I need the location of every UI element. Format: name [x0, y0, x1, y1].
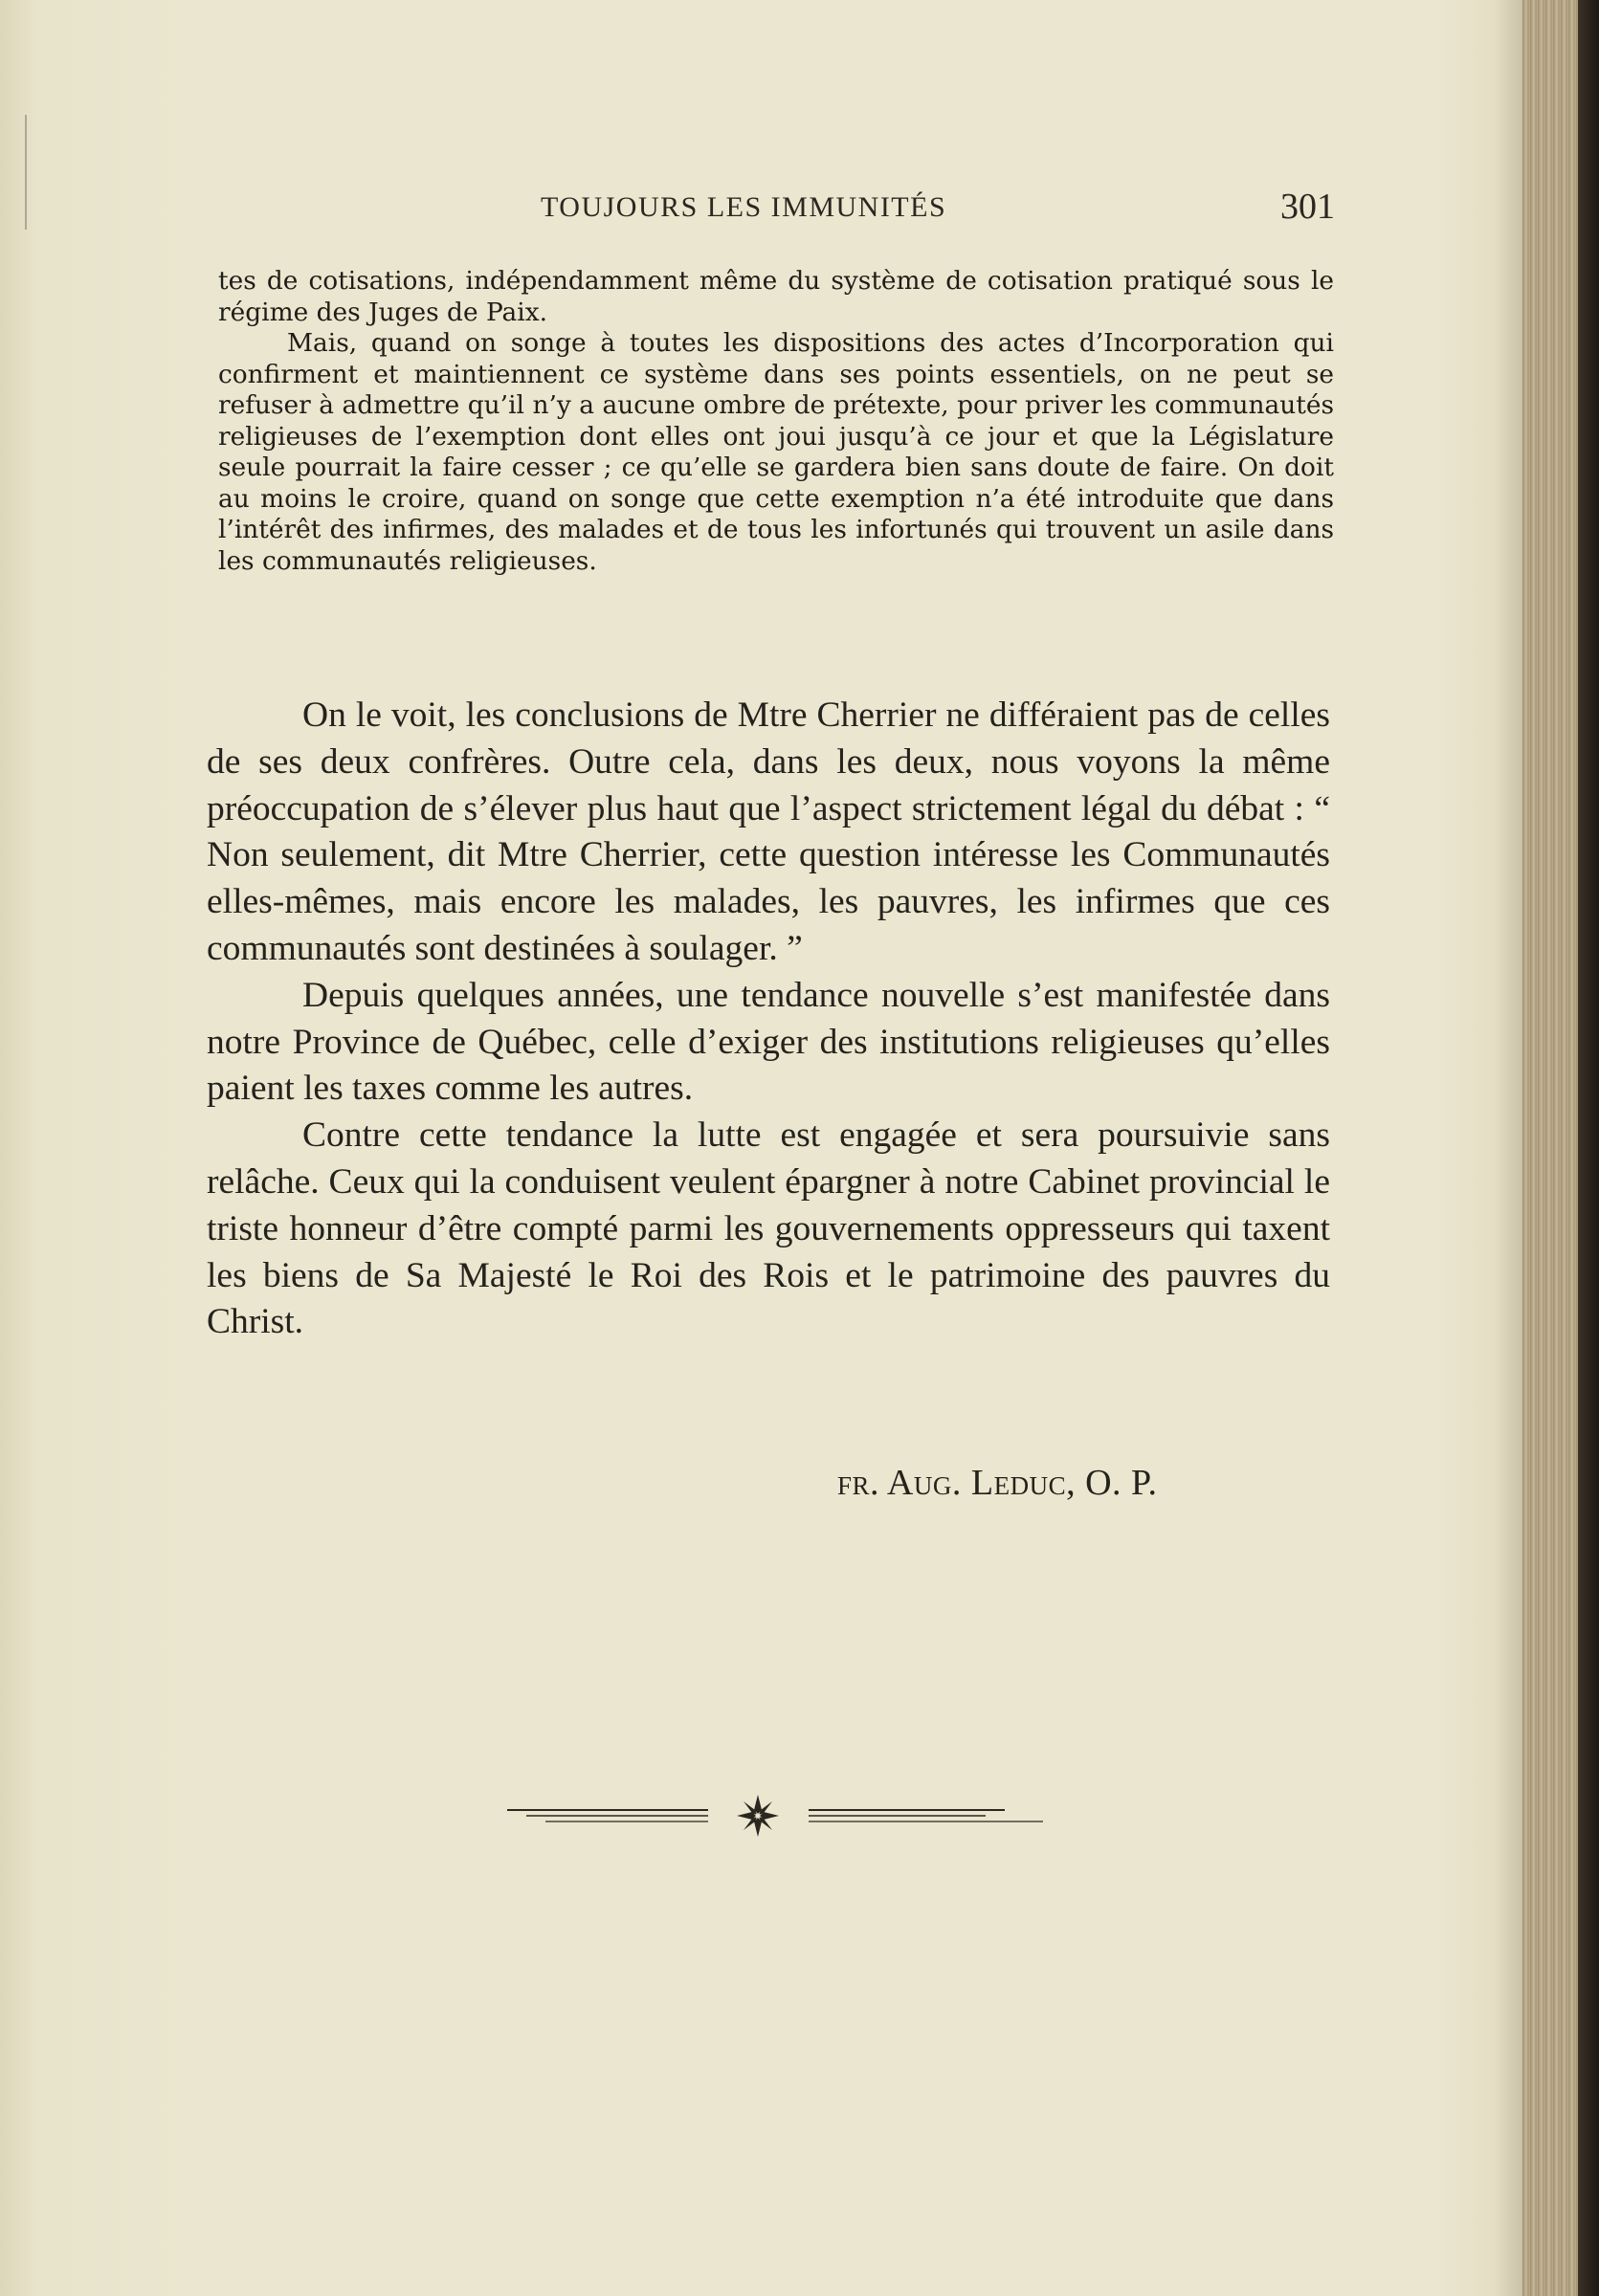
ornament-right-rules — [809, 1810, 1043, 1821]
running-head — [541, 186, 1335, 233]
page-number: 301 — [1280, 187, 1335, 227]
quote-paragraph: tes de cotisations, indépendamment même du système de cotisation pratiqué sous le régime des Juges de Paix. — [218, 266, 1334, 327]
quoted-passage — [218, 266, 1334, 577]
body-paragraph: Contre cette tendance la lutte est engagée et sera poursuivie sans relâche. Ceux qui la conduisent veulent épargner à notre Cabinet provincial le triste honneur d’être compté parmi les gouvernements oppresseurs qui taxent les biens de Sa Majesté le Roi des Rois et le patrimoine des pauvres du Christ. — [207, 1115, 1330, 1342]
page-edge-shadow — [1494, 0, 1522, 2296]
book-page-edges — [1522, 0, 1599, 2296]
body-paragraph: On le voit, les conclusions de Mtre Cherrier ne différaient pas de celles de ses deux confrères. Outre cela, dans les deux, nous voyons la même préoccupation de s’élever plus haut que l’aspect strictement légal du débat : “ Non seulement, dit Mtre Cherrier, cette question intéresse les Communautés elles-mêmes, mais encore les malades, les pauvres, les infirmes que ces communautés sont destinées à soulager. ” — [207, 695, 1330, 968]
body-text — [207, 693, 1330, 1346]
quote-paragraph: Mais, quand on songe à toutes les dispositions des actes d’Incorporation qui confirment et maintiennent ce système dans ses points essentiels, on ne peut se refuser à admettre qu’il n’y a aucune ombre de prétexte, pour priver les communautés religieuses de l’exemption dont elles ont joui jusqu’à ce jour et que la Législature seule pourrait la faire cesser ; ce qu’elle se gardera bien sans doute de faire. On doit au moins le croire, quand on songe que cette exemption n’a été introduite que dans l’intérêt des infirmes, des malades et de tous les infortunés qui trouvent un asile dans les communautés religieuses. — [218, 328, 1334, 576]
ornament-star-icon — [737, 1795, 779, 1837]
gutter-mark — [25, 115, 27, 230]
author-signature: fr. Aug. Leduc, O. P. — [837, 1463, 1158, 1503]
section-end-ornament — [507, 1789, 1081, 1837]
running-title: TOUJOURS LES IMMUNITÉS — [541, 191, 947, 223]
body-paragraph: Depuis quelques années, une tendance nouvelle s’est manifestée dans notre Province de Québec, celle d’exiger des institutions religieuses qu’elles paient les taxes comme les autres. — [207, 975, 1330, 1109]
ornament-left-rules — [507, 1810, 708, 1821]
